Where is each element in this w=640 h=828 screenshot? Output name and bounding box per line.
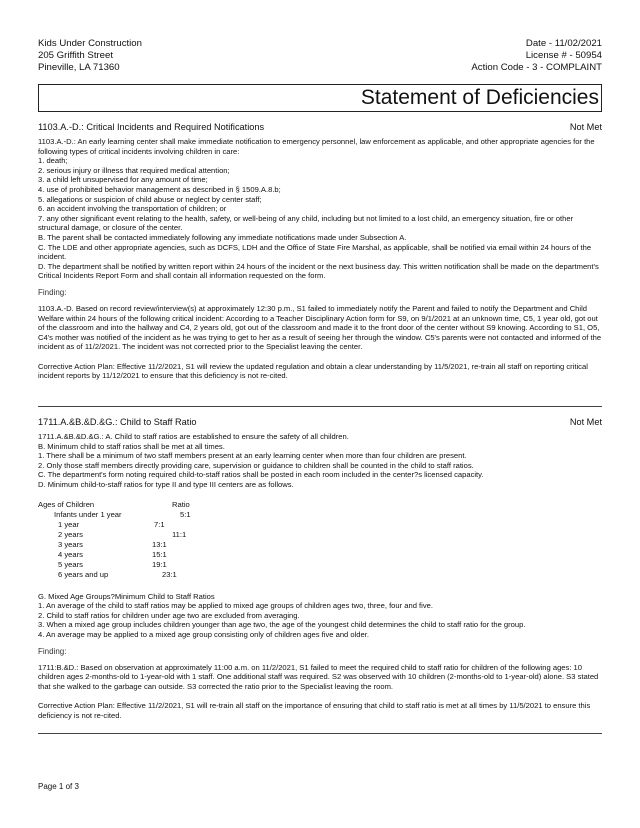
regulation-line: B. The parent shall be contacted immediately following any immediate notifications made under Subsection A. (38, 232, 407, 242)
ratio-cell: 7:1 (154, 519, 165, 529)
regulation-line: 3. When a mixed age group includes children younger than age two, the age of the youngest child determines the child to staff ratio for the group. (38, 620, 526, 630)
ratio-cell: 15:1 (152, 549, 167, 559)
age-cell: 2 years (58, 529, 83, 539)
page-title: Statement of Deficiencies (360, 86, 599, 109)
section-child-staff-ratio (38, 416, 602, 721)
section-divider (38, 733, 602, 734)
status-badge: Not Met (569, 122, 602, 132)
age-cell: 5 years (58, 559, 83, 569)
regulation-text-mixed-age (38, 592, 602, 640)
finding-label: Finding: (38, 646, 67, 656)
provider-name: Kids Under Construction (38, 38, 142, 49)
table-row (38, 570, 602, 580)
ratio-cell: 13:1 (152, 539, 167, 549)
regulation-line: D. Minimum child-to-staff ratios for type II and type III centers are as follows. (38, 479, 294, 489)
ratio-cell: 23:1 (162, 569, 177, 579)
ratio-cell: 5:1 (180, 509, 191, 519)
table-row (38, 510, 602, 520)
section-critical-incidents (38, 121, 602, 381)
finding-label: Finding: (38, 287, 67, 297)
regulation-line: 1. death; (38, 156, 68, 166)
ratio-table-header (38, 500, 602, 510)
regulation-line: 5. allegations or suspicion of child abuse or neglect by center staff; (38, 194, 262, 204)
regulation-line: 7. any other significant event relating to the health, safety, or well-being of any child, including but not limited to a lost child, an emergency situation, fire or other structural damage, or closure of the center. (38, 213, 574, 233)
ratio-table (38, 500, 602, 580)
regulation-line: 3. a child left unsupervised for any amount of time; (38, 175, 208, 185)
provider-address (38, 38, 142, 75)
ratio-cell: 11:1 (172, 529, 187, 539)
regulation-line: C. The LDE and other appropriate agencies, such as DCFS, LDH and the Office of State Fire Marshal, as applicable, shall be notified via email within 24 hours of the incident. (38, 242, 592, 262)
corrective-action-plan: Corrective Action Plan: Effective 11/2/2021, S1 will review the updated regulation and obtain a clear understanding by 11/5/2021, re-train all staff on reporting critical incident reports by 11/12/2021 to ensure that this deficiency is not re-cited. (38, 361, 588, 381)
regulation-line: 4. An average may be applied to a mixed age group consisting only of children ages five and older. (38, 629, 369, 639)
section-header (38, 121, 602, 134)
section-title: 1711.A.&B.&D.&G.: Child to Staff Ratio (38, 417, 197, 427)
age-cell: 3 years (58, 539, 83, 549)
table-row (38, 540, 602, 550)
action-code-line: Action Code - 3 - COMPLAINT (471, 62, 602, 74)
ratio-header: Ratio (172, 499, 190, 509)
status-badge: Not Met (569, 417, 602, 427)
section-title: 1103.A.-D.: Critical Incidents and Required Notifications (38, 122, 265, 132)
regulation-line: 6. an accident involving the transportation of children; or (38, 204, 227, 214)
table-row (38, 520, 602, 530)
document-page (38, 0, 602, 828)
finding-text: 1103.A.-D. Based on record review/interview(s) at approximately 12:30 p.m., S1 failed to immediately notify the Parent and failed to notify the Department and Child Welfare within 24 hours of the following critical incident: According to a Teacher Disciplinary Action form for S9, on 9/1/2021 at an unknown time, C5, 1 year old, got out of the classroom and into the hallway and C4, 2 years old, got out of the classroom and made it to the front door of the center without S9 knowing. According to S1, O5, C4's mother was notified of the incident as he was trying to get to her as a result of seeing her through the window. C5's parents were not contacted and informed of the incident as of 11/2/2021. The incident was not corrected prior to the Specialist leaving the center. (38, 303, 602, 352)
ratio-cell: 19:1 (152, 559, 167, 569)
regulation-line: 1711.A.&B.&D.&G.: A. Child to staff ratios are established to ensure the safety of all children. (38, 432, 349, 441)
regulation-line: 1. There shall be a minimum of two staff members present at an early learning center when more than four children are present. (38, 451, 467, 461)
table-row (38, 560, 602, 570)
regulation-line: C. The department's form noting required child-to-staff ratios shall be posted in each room included in the center?s licensed capacity. (38, 470, 484, 480)
provider-street: 205 Griffith Street (38, 50, 114, 62)
table-row (38, 530, 602, 540)
license-line: License # - 50954 (525, 50, 602, 62)
regulation-line: 1103.A.-D.: An early learning center shall make immediate notification to emergency personnel, law enforcement as applicable, and other appropriate agencies for the following types of critical incidents involving children in care: (38, 137, 595, 156)
age-cell: 6 years and up (58, 569, 109, 579)
section-divider (38, 406, 602, 407)
table-row (38, 550, 602, 560)
age-cell: 1 year (58, 519, 80, 529)
regulation-line: 2. serious injury or illness that required medical attention; (38, 165, 230, 175)
finding-text: 1711:B.&D.: Based on observation at approximately 11:00 a.m. on 11/2/2021, S1 failed to meet the required child to staff ratio for children of the following ages: 10 children ages 2-months-old to 1-year-old with 1 staff. One additional staff was required. S2 was observed with 10 children (2-months-old to 1-year-old) alone. S3 stated that she walked to the garbage can outside. S3 corrected the ratio prior to the Specialist leaving the room. (38, 662, 599, 691)
ages-header: Ages of Children (38, 499, 95, 509)
regulation-text (38, 432, 602, 490)
regulation-line: 2. Child to staff ratios for children under age two are excluded from averaging. (38, 610, 300, 620)
regulation-line: D. The department shall be notified by written report within 24 hours of the incident or the next business day. This written notification shall be made on the department's Critical Incidents Report Form and shall contain all information requested on the form. (38, 261, 599, 281)
case-info (471, 38, 602, 75)
regulation-line: 4. use of prohibited behavior management as described in § 1509.A.8.b; (38, 184, 281, 194)
corrective-action-plan: Corrective Action Plan: Effective 11/2/2021, S1 will re-train all staff on the importance of ensuring that child to staff ratio is met at all times by 11/5/2021 to ensure this deficiency is not re-cited. (38, 701, 591, 720)
page-number: Page 1 of 3 (38, 782, 79, 791)
provider-city: Pineville, LA 71360 (38, 62, 120, 74)
age-cell: 4 years (58, 549, 83, 559)
section-header (38, 416, 602, 429)
regulation-line: B. Minimum child to staff ratios shall be met at all times. (38, 441, 225, 451)
regulation-line: 2. Only those staff members directly providing care, supervision or guidance to children shall be counted in the child to staff ratios. (38, 460, 474, 470)
regulation-text (38, 137, 602, 281)
title-box (38, 84, 602, 112)
date-line: Date - 11/02/2021 (525, 38, 602, 49)
regulation-line: G. Mixed Age Groups?Minimum Child to Staff Ratios (38, 591, 215, 601)
age-cell: Infants under 1 year (54, 509, 122, 519)
regulation-line: 1. An average of the child to staff ratios may be applied to mixed age groups of children ages two, three, four and five. (38, 601, 433, 611)
